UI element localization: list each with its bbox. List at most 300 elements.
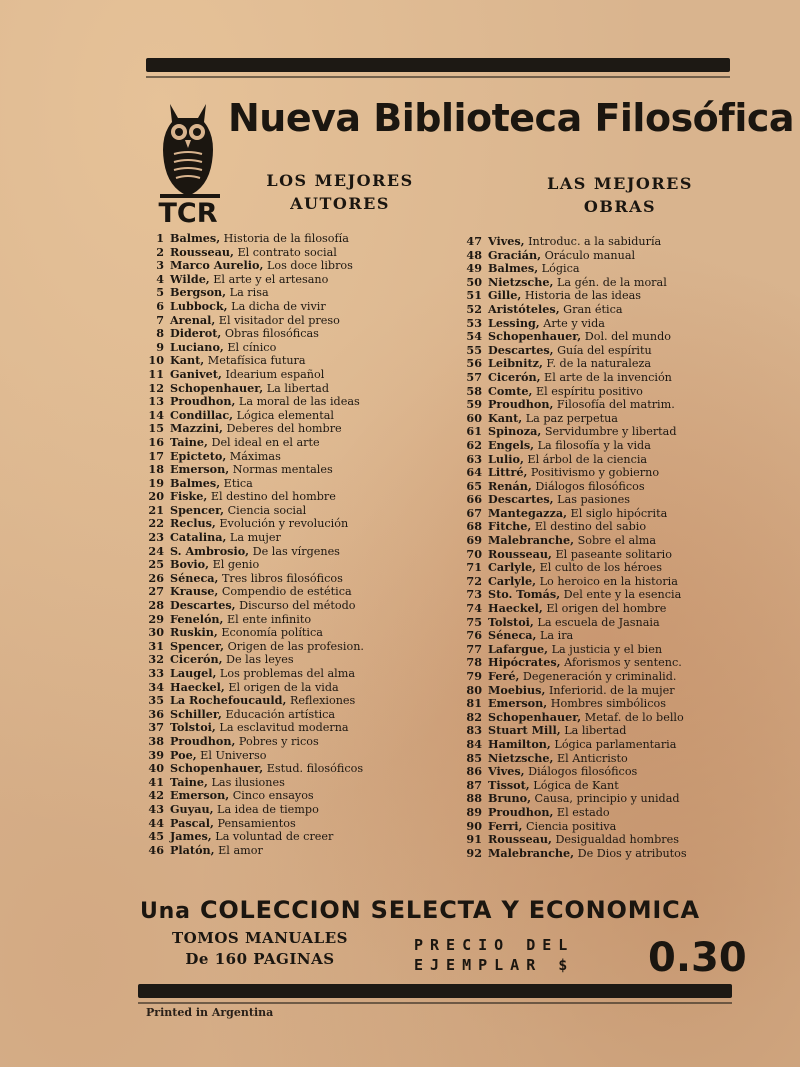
item-number: 3: [156, 258, 164, 273]
item-number: 56: [466, 356, 482, 371]
item-work: El origen del hombre: [546, 602, 667, 616]
list-item: [454, 412, 754, 426]
item-author: Carlyle,: [488, 560, 537, 575]
item-author: Haeckel,: [170, 679, 225, 694]
list-item: [454, 561, 754, 575]
item-work: Aforismos y sentenc.: [564, 656, 682, 670]
item-work: Diálogos filosóficos: [528, 765, 638, 779]
item-entry: [488, 629, 754, 643]
item-author: Bergson,: [170, 285, 227, 300]
item-number: 75: [466, 614, 482, 629]
item-number: 72: [466, 573, 482, 588]
item-number: 36: [148, 706, 164, 721]
item-author: Laugel,: [170, 666, 217, 680]
item-work: Cinco ensayos: [232, 789, 314, 803]
right-column-heading: [525, 172, 715, 218]
list-item: [454, 493, 754, 507]
item-number: 19: [148, 475, 164, 490]
item-work: Sobre el alma: [577, 534, 656, 548]
item-entry: [170, 531, 440, 545]
item-number: 2: [156, 244, 164, 259]
item-entry: [170, 653, 440, 667]
item-work: Positivismo y gobierno: [530, 466, 660, 480]
item-author: Balmes,: [488, 261, 539, 276]
item-author: Rousseau,: [170, 244, 234, 259]
item-number: 68: [466, 519, 482, 534]
item-number: 60: [466, 410, 482, 425]
top-rule: [146, 58, 730, 72]
item-number: 78: [466, 655, 482, 670]
list-item: [454, 765, 754, 779]
item-work: Historia de las ideas: [524, 289, 642, 303]
list-item: [454, 711, 754, 725]
list-item: [140, 286, 440, 300]
item-number: 38: [148, 733, 164, 748]
list-item: [454, 643, 754, 657]
item-entry: [170, 599, 440, 613]
collection-title: COLECCION SELECTA Y ECONOMICA: [199, 896, 700, 924]
collection-una: Una: [140, 899, 191, 924]
item-work: La filosofía y la vida: [537, 438, 651, 452]
item-work: Desigualdad hombres: [555, 833, 679, 847]
item-author: Lulio,: [488, 451, 524, 466]
item-author: Tolstoi,: [488, 614, 534, 629]
item-entry: [170, 721, 440, 735]
list-item: [140, 735, 440, 749]
item-entry: [170, 681, 440, 695]
item-author: Séneca,: [170, 570, 219, 585]
item-entry: [170, 246, 440, 260]
item-entry: [488, 833, 754, 847]
list-item: [454, 398, 754, 412]
item-entry: [488, 262, 754, 276]
item-work: Compendio de estética: [221, 585, 352, 599]
item-entry: [170, 817, 440, 831]
item-entry: [488, 303, 754, 317]
list-item: [140, 694, 440, 708]
item-author: Descartes,: [170, 598, 236, 613]
item-work: Del ideal en el arte: [211, 435, 320, 449]
item-work: De las vírgenes: [252, 544, 340, 558]
list-item: [454, 425, 754, 439]
item-number: 10: [148, 353, 164, 368]
item-number: 9: [156, 339, 164, 354]
item-work: Lógica elemental: [236, 408, 334, 422]
item-work: De las leyes: [226, 653, 294, 667]
item-number: 25: [148, 557, 164, 572]
item-number: 30: [148, 625, 164, 640]
item-entry: [170, 477, 440, 491]
item-work: Evolución y revolución: [219, 517, 349, 531]
list-item: [454, 684, 754, 698]
list-item: [140, 422, 440, 436]
item-entry: [170, 844, 440, 858]
item-entry: [488, 847, 754, 861]
item-number: 40: [148, 761, 164, 776]
item-number: 39: [148, 747, 164, 762]
item-number: 81: [466, 696, 482, 711]
item-entry: [170, 626, 440, 640]
item-work: La esclavitud moderna: [219, 721, 349, 735]
list-item: [140, 708, 440, 722]
page-title: Nueva Biblioteca Filosófica: [228, 96, 795, 140]
item-author: Emerson,: [170, 788, 230, 803]
item-work: Origen de las profesion.: [227, 639, 364, 653]
item-number: 7: [156, 312, 164, 327]
item-work: El Anticristo: [556, 751, 628, 765]
item-author: Guyau,: [170, 801, 214, 816]
owl-logo-icon: [142, 92, 234, 224]
item-number: 22: [148, 516, 164, 531]
item-work: Educación artística: [225, 707, 336, 721]
item-work: El amor: [218, 843, 263, 857]
printed-in-note: Printed in Argentina: [146, 1006, 274, 1019]
item-number: 17: [148, 448, 164, 463]
item-work: Ciencia positiva: [525, 819, 617, 833]
list-item: [140, 477, 440, 491]
item-author: Fitche,: [488, 519, 532, 534]
volume-info-line-2: De 160 PAGINAS: [185, 950, 335, 968]
list-item: [454, 779, 754, 793]
item-number: 21: [148, 502, 164, 517]
item-work: Las pasiones: [557, 493, 630, 507]
item-number: 89: [466, 804, 482, 819]
item-work: El visitador del preso: [218, 313, 340, 327]
item-author: Leibnitz,: [488, 356, 543, 371]
list-item: [454, 276, 754, 290]
item-number: 85: [466, 750, 482, 765]
list-item: [140, 517, 440, 531]
item-entry: [488, 779, 754, 793]
list-item: [140, 667, 440, 681]
price-value: 0.30: [648, 935, 747, 981]
item-author: Schiller,: [170, 706, 222, 721]
item-author: Epicteto,: [170, 448, 227, 463]
item-entry: [170, 585, 440, 599]
item-entry: [170, 803, 440, 817]
list-item: [140, 749, 440, 763]
item-entry: [170, 327, 440, 341]
list-item: [140, 721, 440, 735]
item-number: 62: [466, 437, 482, 452]
item-author: Renán,: [488, 478, 532, 493]
item-author: Littré,: [488, 465, 528, 480]
item-entry: [488, 711, 754, 725]
item-number: 34: [148, 679, 164, 694]
item-number: 8: [156, 326, 164, 341]
item-entry: [488, 548, 754, 562]
item-number: 82: [466, 709, 482, 724]
item-entry: [170, 450, 440, 464]
item-author: Nietzsche,: [488, 750, 554, 765]
item-entry: [488, 357, 754, 371]
item-author: Stuart Mill,: [488, 723, 561, 738]
item-author: Feré,: [488, 669, 520, 683]
item-author: Aristóteles,: [488, 301, 560, 316]
list-item: [140, 599, 440, 613]
item-author: Poe,: [170, 747, 197, 762]
list-item: [140, 531, 440, 545]
item-work: De Dios y atributos: [577, 846, 687, 860]
list-item: [454, 357, 754, 371]
item-work: Los doce libros: [266, 259, 353, 273]
item-number: 5: [156, 285, 164, 300]
item-number: 57: [466, 369, 482, 384]
item-author: Engels,: [488, 437, 535, 452]
item-author: Lessing,: [488, 315, 540, 330]
list-item: [454, 820, 754, 834]
item-author: Bovio,: [170, 557, 210, 572]
list-item: [454, 629, 754, 643]
item-entry: [488, 398, 754, 412]
item-author: Malebranche,: [488, 845, 575, 860]
item-work: Lógica de Kant: [533, 778, 619, 792]
item-entry: [170, 504, 440, 518]
list-item: [454, 466, 754, 480]
list-item: [140, 327, 440, 341]
item-number: 50: [466, 274, 482, 289]
item-author: Carlyle,: [488, 573, 537, 588]
item-author: Tolstoi,: [170, 720, 216, 735]
list-item: [454, 697, 754, 711]
list-item: [140, 585, 440, 599]
item-entry: [488, 697, 754, 711]
list-item: [140, 341, 440, 355]
item-work: El culto de los héroes: [539, 561, 662, 575]
list-item: [454, 480, 754, 494]
item-entry: [170, 314, 440, 328]
item-number: 69: [466, 533, 482, 548]
item-number: 79: [466, 669, 482, 683]
item-work: Lo heroico en la historia: [539, 574, 678, 588]
item-author: Fenelón,: [170, 611, 224, 626]
item-entry: [170, 613, 440, 627]
item-entry: [488, 724, 754, 738]
item-work: El genio: [212, 558, 260, 572]
list-item: [454, 616, 754, 630]
item-number: 76: [466, 628, 482, 643]
item-author: Marco Aurelio,: [170, 258, 264, 273]
item-work: Metafísica futura: [207, 354, 306, 368]
item-entry: [488, 670, 754, 684]
item-author: Haeckel,: [488, 601, 543, 616]
item-work: El arte y el artesano: [213, 272, 329, 286]
item-number: 48: [466, 247, 482, 262]
item-work: El destino del sabio: [534, 520, 647, 534]
item-author: Emerson,: [170, 462, 230, 477]
item-work: Lógica parlamentaria: [554, 737, 677, 751]
list-item: [454, 656, 754, 670]
left-column-heading: [250, 169, 430, 215]
item-author: Rousseau,: [488, 546, 552, 561]
authors-list-left: [140, 232, 440, 857]
list-item: [140, 762, 440, 776]
list-item: [454, 453, 754, 467]
item-work: La mujer: [229, 531, 281, 545]
item-work: La voluntad de creer: [215, 830, 334, 844]
item-number: 27: [148, 584, 164, 599]
list-item: [140, 436, 440, 450]
list-item: [140, 830, 440, 844]
item-work: El cínico: [227, 340, 277, 354]
item-number: 1: [156, 231, 164, 245]
item-author: Mantegazza,: [488, 505, 567, 520]
list-item: [454, 262, 754, 276]
item-entry: [170, 490, 440, 504]
list-item: [140, 558, 440, 572]
item-author: Kant,: [170, 353, 205, 368]
item-work: El origen de la vida: [228, 680, 339, 694]
item-author: Gille,: [488, 288, 522, 303]
item-author: Vives,: [488, 234, 525, 248]
item-entry: [488, 684, 754, 698]
item-number: 35: [148, 693, 164, 708]
item-entry: [170, 395, 440, 409]
item-work: La justicia y el bien: [551, 642, 663, 656]
item-entry: [170, 572, 440, 586]
item-number: 80: [466, 682, 482, 697]
item-author: Mazzini,: [170, 421, 223, 436]
price-label-line-2: EJEMPLAR $: [414, 956, 575, 974]
item-number: 83: [466, 723, 482, 738]
item-number: 63: [466, 451, 482, 466]
item-number: 67: [466, 505, 482, 520]
item-author: Emerson,: [488, 696, 548, 711]
item-entry: [170, 300, 440, 314]
item-number: 73: [466, 587, 482, 602]
item-author: Schopenhauer,: [170, 761, 264, 776]
item-entry: [488, 493, 754, 507]
item-author: Luciano,: [170, 339, 224, 354]
item-entry: [488, 602, 754, 616]
item-author: Balmes,: [170, 475, 221, 490]
item-number: 54: [466, 329, 482, 344]
price-label-line-1: PRECIO DEL: [414, 936, 575, 954]
volume-info: [160, 928, 360, 970]
item-work: La libertad: [266, 381, 330, 395]
list-item: [140, 803, 440, 817]
item-entry: [170, 762, 440, 776]
item-number: 52: [466, 301, 482, 316]
item-work: El contrato social: [237, 245, 337, 259]
item-work: La libertad: [564, 724, 627, 738]
item-entry: [170, 708, 440, 722]
item-author: Descartes,: [488, 492, 554, 507]
item-entry: [170, 517, 440, 531]
item-work: Causa, principio y unidad: [534, 792, 680, 806]
item-number: 43: [148, 801, 164, 816]
item-work: Reflexiones: [289, 694, 356, 708]
right-heading-line-1: LAS MEJORES: [547, 174, 693, 193]
list-item: [454, 317, 754, 331]
item-entry: [488, 439, 754, 453]
item-author: Séneca,: [488, 628, 537, 643]
item-number: 84: [466, 736, 482, 751]
item-author: Vives,: [488, 764, 525, 779]
item-number: 47: [466, 234, 482, 248]
item-number: 66: [466, 492, 482, 507]
item-author: Ruskin,: [170, 625, 218, 640]
item-work: El arte de la invención: [544, 370, 672, 384]
item-work: Pensamientos: [217, 816, 296, 830]
list-item: [454, 330, 754, 344]
item-entry: [488, 289, 754, 303]
list-item: [140, 817, 440, 831]
item-number: 90: [466, 818, 482, 833]
list-item: [454, 670, 754, 684]
price-label: [414, 935, 654, 975]
item-entry: [170, 776, 440, 790]
item-entry: [170, 368, 440, 382]
item-author: Tissot,: [488, 777, 530, 792]
item-number: 49: [466, 261, 482, 276]
item-work: Normas mentales: [232, 463, 333, 477]
item-author: Hamilton,: [488, 736, 551, 751]
item-number: 6: [156, 298, 164, 313]
item-author: Descartes,: [488, 342, 554, 357]
item-entry: [488, 235, 754, 249]
item-work: El paseante solitario: [555, 547, 672, 561]
item-author: Ganivet,: [170, 366, 222, 381]
item-entry: [488, 276, 754, 290]
item-number: 86: [466, 764, 482, 779]
item-number: 70: [466, 546, 482, 561]
item-number: 53: [466, 315, 482, 330]
list-item: [140, 395, 440, 409]
item-entry: [170, 382, 440, 396]
bottom-rule-thin: [138, 1002, 732, 1004]
item-work: El Universo: [200, 748, 267, 762]
item-author: Platón,: [170, 842, 215, 857]
list-item: [454, 385, 754, 399]
item-entry: [488, 249, 754, 263]
item-work: Los problemas del alma: [219, 667, 355, 680]
item-entry: [488, 738, 754, 752]
item-number: 74: [466, 601, 482, 616]
item-number: 61: [466, 424, 482, 439]
list-item: [454, 752, 754, 766]
item-number: 42: [148, 788, 164, 803]
volume-info-line-1: TOMOS MANUALES: [172, 929, 348, 947]
item-entry: [170, 286, 440, 300]
item-author: Fiske,: [170, 489, 208, 504]
item-work: Filosofía del matrim.: [556, 398, 675, 412]
item-number: 4: [156, 271, 164, 286]
item-entry: [170, 558, 440, 572]
item-number: 29: [148, 611, 164, 626]
item-author: Ferri,: [488, 818, 523, 833]
item-author: S. Ambrosio,: [170, 543, 250, 558]
item-work: Etica: [223, 476, 253, 490]
item-author: Taine,: [170, 774, 208, 789]
item-work: Inferiorid. de la mujer: [548, 683, 675, 697]
list-item: [454, 847, 754, 861]
item-entry: [170, 667, 440, 681]
list-item: [140, 681, 440, 695]
item-work: Metaf. de lo bello: [584, 710, 684, 724]
list-item: [454, 724, 754, 738]
list-item: [140, 490, 440, 504]
list-item: [140, 789, 440, 803]
item-entry: [170, 789, 440, 803]
item-work: Guía del espíritu: [557, 343, 652, 357]
item-author: Lafargue,: [488, 641, 549, 656]
item-work: Diálogos filosóficos: [535, 479, 645, 493]
list-item: [140, 463, 440, 477]
list-item: [454, 575, 754, 589]
item-entry: [488, 643, 754, 657]
item-work: Lógica: [541, 262, 580, 276]
